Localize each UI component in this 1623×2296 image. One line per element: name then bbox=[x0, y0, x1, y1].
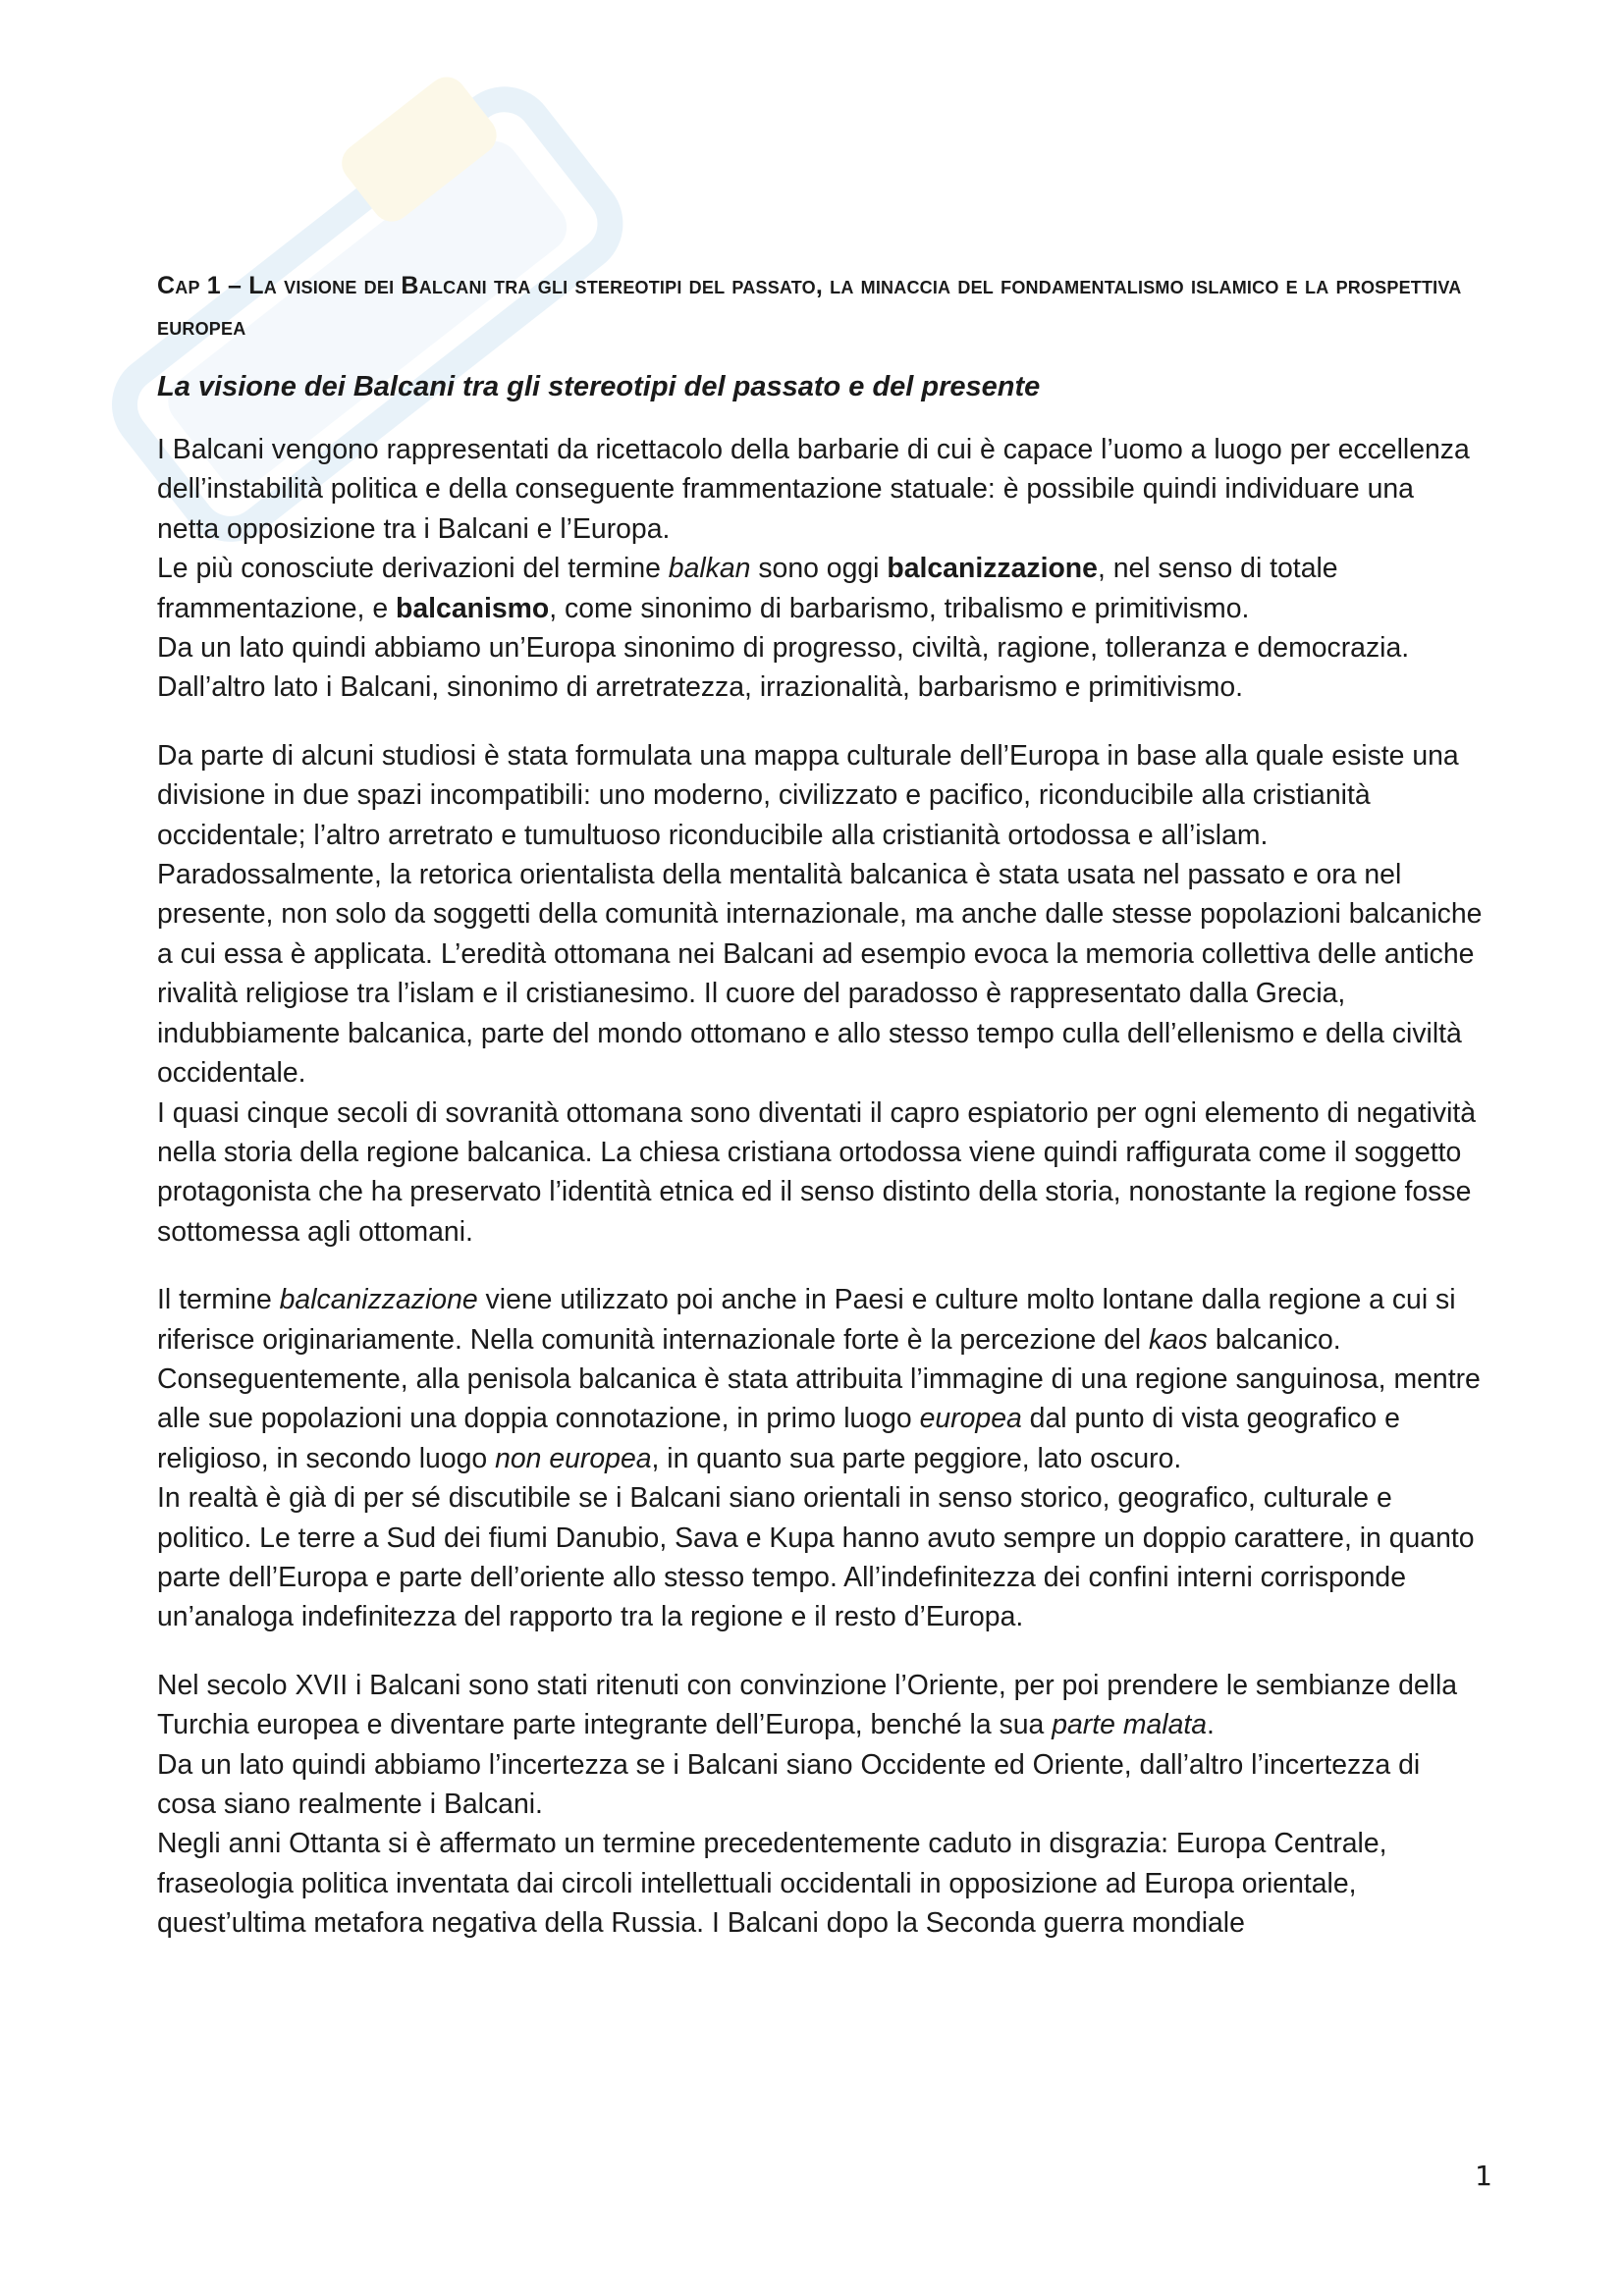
paragraph-9: Nel secolo XVII i Balcani sono stati ritenuti con convinzione l’Oriente, per poi prendere le sembianze della Turchia europea e diventare parte integrante dell’Europa, benché la sua parte malata. bbox=[157, 1669, 1458, 1741]
paragraph-8: In realtà è già di per sé discutibile se i Balcani siano orientali in senso storico, geografico, culturale e politico. Le terre a Sud dei fiumi Danubio, Sava e Kupa hanno avuto sempre un doppio carattere, in quanto parte dell’Europa e parte dell’oriente allo stesso tempo. All’indefinitezza dei confini interni corrisponde un’analoga indefinitezza del rapporto tra la regione e il resto d’Europa. bbox=[157, 1482, 1475, 1633]
paragraph-1: I Balcani vengono rappresentati da ricettacolo della barbarie di cui è capace l’uomo a luogo per eccellenza dell’instabilità politica e della conseguente frammentazione statuale: è possibile quindi individuare una netta opposizione tra i Balcani e l’Europa. bbox=[157, 434, 1470, 545]
term-balcanizzazione-italic: balcanizzazione bbox=[279, 1284, 478, 1316]
term-balkan: balkan bbox=[668, 553, 751, 585]
paragraph-6: I quasi cinque secoli di sovranità ottomana sono diventati il capro espiatorio per ogni elemento di negatività nella storia della regione balcanica. La chiesa cristiana ortodossa viene quindi raffigurata come il soggetto protagonista che ha preservato l’identità etnica ed il senso distinto della storia, nonostante la regione fosse sottomessa agli ottomani. bbox=[157, 1096, 1477, 1248]
document-page bbox=[157, 265, 1483, 1944]
term-europea: europea bbox=[919, 1403, 1022, 1435]
term-kaos: kaos bbox=[1148, 1323, 1208, 1356]
paragraph-3: Da un lato quindi abbiamo un’Europa sinonimo di progresso, civiltà, ragione, tolleranza e democrazia. Dall’altro lato i Balcani, sinonimo di arretratezza, irrazionalità, barbarismo e primitivismo. bbox=[157, 632, 1410, 704]
paragraph-7: Il termine balcanizzazione viene utilizzato poi anche in Paesi e culture molto lontane dalla regione a cui si riferisce originariamente. Nella comunità internazionale forte è la percezione del kaos balcanico. Conseguentemente, alla penisola balcanica è stata attribuita l’immagine di una regione sanguinosa, mentre alle sue popolazioni una doppia connotazione, in primo luogo europea dal punto di vista geografico e religioso, in secondo luogo non europea, in quanto sua parte peggiore, lato oscuro. bbox=[157, 1284, 1481, 1474]
term-non-europea: non europea bbox=[495, 1442, 652, 1474]
section-title: La visione dei Balcani tra gli stereotipi del passato e del presente bbox=[157, 371, 1041, 402]
paragraph-4: Da parte di alcuni studiosi è stata formulata una mappa culturale dell’Europa in base alla quale esiste una divisione in due spazi incompatibili: uno moderno, civilizzato e pacifico, riconducibile alla cristianità occidentale; l’altro arretrato e tumultuoso riconducibile alla cristianità ortodossa e all’islam. bbox=[157, 739, 1459, 851]
paragraph-11: Negli anni Ottanta si è affermato un termine precedentemente caduto in disgrazia: Europa Centrale, fraseologia politica inventata dai circoli intellettuali occidentali in opposizione ad Europa orientale, quest’ultima metafora negativa della Russia. I Balcani dopo la Seconda guerra mondiale bbox=[157, 1828, 1387, 1940]
term-balcanizzazione: balcanizzazione bbox=[887, 553, 1098, 585]
paragraph-2: Le più conosciute derivazioni del termine balkan sono oggi balcanizzazione, nel senso di totale frammentazione, e balcanismo, come sinonimo di barbarismo, tribalismo e primitivismo. bbox=[157, 553, 1338, 624]
paragraph-10: Da un lato quindi abbiamo l’incertezza se i Balcani siano Occidente ed Oriente, dall’altro l’incertezza di cosa siano realmente i Balcani. bbox=[157, 1748, 1421, 1820]
term-balcanismo: balcanismo bbox=[396, 592, 550, 624]
page-number: 1 bbox=[1475, 2160, 1492, 2192]
chapter-title: Cap 1 – La visione dei Balcani tra gli stereotipi del passato, la minaccia del fondamentalismo islamico e la prospettiva europea bbox=[157, 272, 1462, 341]
paragraph-5: Paradossalmente, la retorica orientalista della mentalità balcanica è stata usata nel passato e ora nel presente, non solo da soggetti della comunità internazionale, ma anche dalle stesse popolazioni balcaniche a cui essa è applicata. L’eredità ottomana nei Balcani ad esempio evoca la memoria collettiva delle antiche rivalità religiose tra l’islam e il cristianesimo. Il cuore del paradosso è rappresentato dalla Grecia, indubbiamente balcanica, parte del mondo ottomano e allo stesso tempo culla dell’ellenismo e della civiltà occidentale. bbox=[157, 859, 1483, 1090]
term-parte-malata: parte malata bbox=[1052, 1709, 1208, 1741]
